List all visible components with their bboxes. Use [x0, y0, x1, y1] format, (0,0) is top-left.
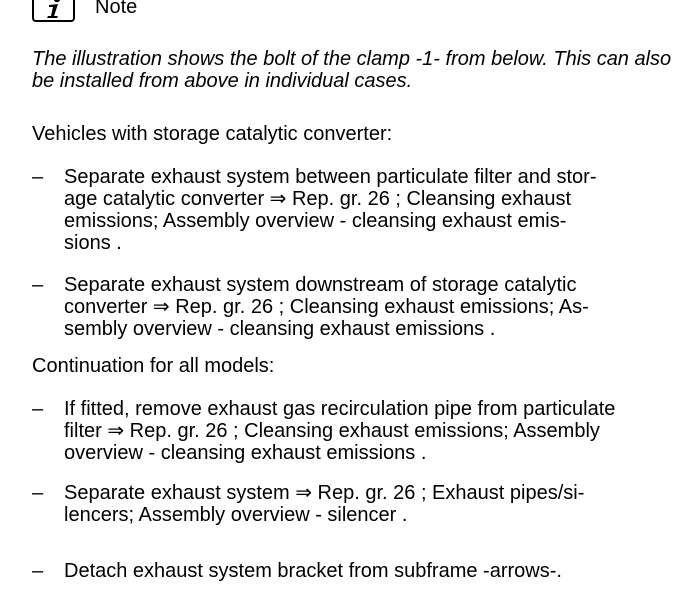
step-text: Separate exhaust system ⇒ Rep. gr. 26 ; Exhaust pipes/si- lencers; Assembly overview - silencer .	[64, 482, 585, 526]
step-text: If fitted, remove exhaust gas recirculation pipe from particulate filter ⇒ Rep. gr. 26 ; Cleansing exhaust emissions; Assembly overview - cleansing exhaust emissions .	[64, 398, 616, 464]
step-item	[32, 560, 687, 582]
bullet-dash: –	[32, 166, 44, 188]
bullet-dash: –	[32, 274, 44, 296]
note-text: The illustration shows the bolt of the clamp -1- from below. This can also be installed from above in individual cases.	[32, 48, 672, 92]
step-text: Separate exhaust system downstream of storage catalytic converter ⇒ Rep. gr. 26 ; Cleansing exhaust emissions; As- sembly overview - cleansing exhaust emissions .	[64, 274, 589, 340]
step-item	[32, 166, 687, 254]
step-text: Separate exhaust system between particulate filter and stor- age catalytic converter ⇒ Rep. gr. 26 ; Cleansing exhaust emissions; Assembly overview - cleansing exhaust emis- sions .	[64, 166, 597, 254]
note-label: Note	[95, 0, 138, 18]
step-item	[32, 398, 687, 464]
bullet-dash: –	[32, 560, 44, 582]
storage-section-heading: Vehicles with storage catalytic converter:	[32, 123, 393, 145]
bullet-dash: –	[32, 482, 44, 504]
step-text: Detach exhaust system bracket from subframe -arrows-.	[64, 560, 562, 582]
continuation-section-heading: Continuation for all models:	[32, 355, 275, 377]
step-item	[32, 274, 687, 340]
info-i-icon	[32, 0, 75, 22]
bullet-dash: –	[32, 398, 44, 420]
step-item	[32, 482, 687, 526]
note-header	[32, 0, 137, 22]
